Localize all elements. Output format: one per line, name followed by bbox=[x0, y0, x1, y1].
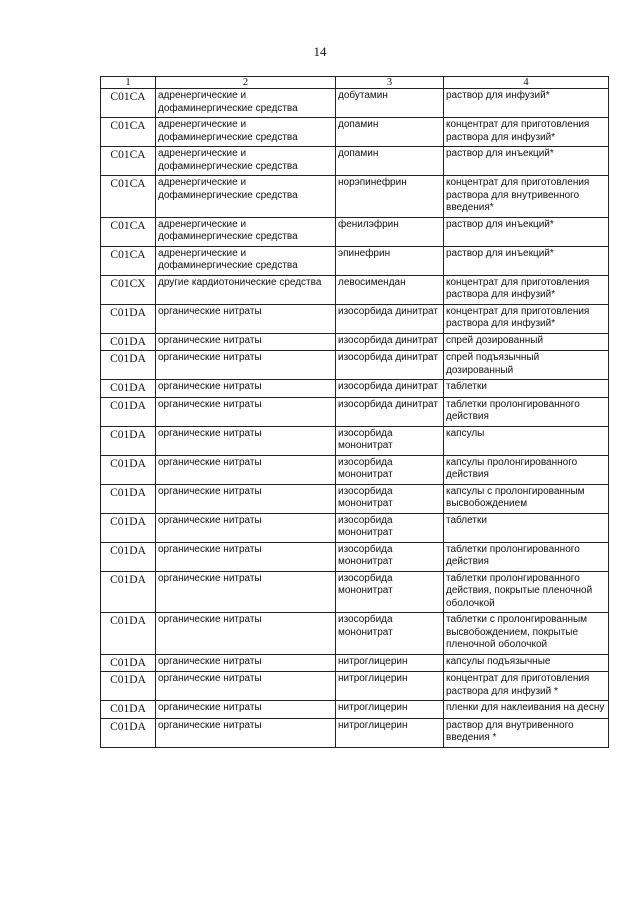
drug-table bbox=[100, 76, 609, 748]
drug-name-cell: изосорбида мононитрат bbox=[336, 513, 444, 542]
dosage-form-cell: раствор для инъекций* bbox=[444, 147, 609, 176]
drug-name-cell: фенилэфрин bbox=[336, 217, 444, 246]
drug-name-cell: изосорбида мононитрат bbox=[336, 484, 444, 513]
column-header-1: 1 bbox=[101, 77, 156, 89]
drug-class-cell: органические нитраты bbox=[156, 426, 336, 455]
dosage-form-cell: таблетки пролонгированного действия, покрытые пленочной оболочкой bbox=[444, 571, 609, 613]
dosage-form-cell: раствор для инъекций* bbox=[444, 217, 609, 246]
dosage-form-cell: капсулы с пролонгированным высвобождением bbox=[444, 484, 609, 513]
table-row bbox=[101, 701, 609, 719]
atc-code-cell: C01DA bbox=[101, 654, 156, 672]
atc-code-cell: C01DA bbox=[101, 455, 156, 484]
drug-class-cell: органические нитраты bbox=[156, 542, 336, 571]
atc-code-cell: C01DA bbox=[101, 397, 156, 426]
drug-class-cell: органические нитраты bbox=[156, 571, 336, 613]
atc-code-cell: C01DA bbox=[101, 484, 156, 513]
drug-name-cell: добутамин bbox=[336, 89, 444, 118]
dosage-form-cell: таблетки пролонгированного действия bbox=[444, 542, 609, 571]
dosage-form-cell: раствор для инфузий* bbox=[444, 89, 609, 118]
drug-name-cell: изосорбида мононитрат bbox=[336, 455, 444, 484]
drug-class-cell: адренергические и дофаминергические средства bbox=[156, 147, 336, 176]
table-row bbox=[101, 455, 609, 484]
table-row bbox=[101, 380, 609, 398]
dosage-form-cell: таблетки bbox=[444, 380, 609, 398]
dosage-form-cell: пленки для наклеивания на десну bbox=[444, 701, 609, 719]
atc-code-cell: C01DA bbox=[101, 701, 156, 719]
page-number: 14 bbox=[313, 44, 327, 59]
drug-name-cell: изосорбида динитрат bbox=[336, 351, 444, 380]
drug-class-cell: другие кардиотонические средства bbox=[156, 275, 336, 304]
table-row bbox=[101, 304, 609, 333]
drug-name-cell: эпинефрин bbox=[336, 246, 444, 275]
drug-name-cell: допамин bbox=[336, 147, 444, 176]
table-row bbox=[101, 333, 609, 351]
drug-class-cell: органические нитраты bbox=[156, 351, 336, 380]
drug-name-cell: изосорбида мононитрат bbox=[336, 542, 444, 571]
table-row bbox=[101, 118, 609, 147]
atc-code-cell: C01CX bbox=[101, 275, 156, 304]
table-body bbox=[101, 89, 609, 748]
dosage-form-cell: таблетки с пролонгированным высвобождением, покрытые пленочной оболочкой bbox=[444, 613, 609, 655]
drug-class-cell: органические нитраты bbox=[156, 333, 336, 351]
table-row bbox=[101, 397, 609, 426]
drug-name-cell: изосорбида динитрат bbox=[336, 397, 444, 426]
table-row bbox=[101, 484, 609, 513]
dosage-form-cell: капсулы пролонгированного действия bbox=[444, 455, 609, 484]
table-row bbox=[101, 672, 609, 701]
atc-code-cell: C01DA bbox=[101, 351, 156, 380]
drug-class-cell: органические нитраты bbox=[156, 397, 336, 426]
drug-name-cell: норэпинефрин bbox=[336, 176, 444, 218]
dosage-form-cell: концентрат для приготовления раствора для инфузий* bbox=[444, 275, 609, 304]
drug-class-cell: органические нитраты bbox=[156, 672, 336, 701]
dosage-form-cell: спрей подъязычный дозированный bbox=[444, 351, 609, 380]
column-header-4: 4 bbox=[444, 77, 609, 89]
dosage-form-cell: концентрат для приготовления раствора для инфузий* bbox=[444, 118, 609, 147]
drug-class-cell: органические нитраты bbox=[156, 513, 336, 542]
atc-code-cell: C01CA bbox=[101, 176, 156, 218]
atc-code-cell: C01DA bbox=[101, 613, 156, 655]
table-row bbox=[101, 426, 609, 455]
dosage-form-cell: спрей дозированный bbox=[444, 333, 609, 351]
atc-code-cell: C01DA bbox=[101, 571, 156, 613]
drug-name-cell: нитроглицерин bbox=[336, 672, 444, 701]
table-row bbox=[101, 275, 609, 304]
drug-class-cell: органические нитраты bbox=[156, 484, 336, 513]
dosage-form-cell: концентрат для приготовления раствора для внутривенного введения* bbox=[444, 176, 609, 218]
atc-code-cell: C01DA bbox=[101, 718, 156, 747]
table-header-row bbox=[101, 77, 609, 89]
drug-name-cell: изосорбида мононитрат bbox=[336, 571, 444, 613]
drug-name-cell: изосорбида мононитрат bbox=[336, 426, 444, 455]
drug-name-cell: изосорбида динитрат bbox=[336, 333, 444, 351]
table-row bbox=[101, 246, 609, 275]
table-row bbox=[101, 542, 609, 571]
drug-class-cell: адренергические и дофаминергические средства bbox=[156, 89, 336, 118]
drug-class-cell: адренергические и дофаминергические средства bbox=[156, 246, 336, 275]
atc-code-cell: C01DA bbox=[101, 426, 156, 455]
drug-class-cell: адренергические и дофаминергические средства bbox=[156, 176, 336, 218]
table-row bbox=[101, 147, 609, 176]
table-row bbox=[101, 718, 609, 747]
drug-class-cell: органические нитраты bbox=[156, 654, 336, 672]
atc-code-cell: C01CA bbox=[101, 217, 156, 246]
dosage-form-cell: концентрат для приготовления раствора для инфузий* bbox=[444, 304, 609, 333]
atc-code-cell: C01DA bbox=[101, 304, 156, 333]
dosage-form-cell: капсулы подъязычные bbox=[444, 654, 609, 672]
table-row bbox=[101, 176, 609, 218]
drug-name-cell: нитроглицерин bbox=[336, 654, 444, 672]
dosage-form-cell: капсулы bbox=[444, 426, 609, 455]
atc-code-cell: C01CA bbox=[101, 89, 156, 118]
atc-code-cell: C01DA bbox=[101, 542, 156, 571]
drug-name-cell: левосимендан bbox=[336, 275, 444, 304]
table-row bbox=[101, 654, 609, 672]
drug-class-cell: адренергические и дофаминергические средства bbox=[156, 118, 336, 147]
drug-class-cell: адренергические и дофаминергические средства bbox=[156, 217, 336, 246]
drug-class-cell: органические нитраты bbox=[156, 613, 336, 655]
drug-class-cell: органические нитраты bbox=[156, 304, 336, 333]
atc-code-cell: C01CA bbox=[101, 147, 156, 176]
table-row bbox=[101, 613, 609, 655]
drug-class-cell: органические нитраты bbox=[156, 701, 336, 719]
dosage-form-cell: раствор для внутривенного введения * bbox=[444, 718, 609, 747]
drug-class-cell: органические нитраты bbox=[156, 455, 336, 484]
drug-class-cell: органические нитраты bbox=[156, 718, 336, 747]
table-row bbox=[101, 89, 609, 118]
atc-code-cell: C01DA bbox=[101, 672, 156, 701]
atc-code-cell: C01DA bbox=[101, 513, 156, 542]
column-header-3: 3 bbox=[336, 77, 444, 89]
drug-name-cell: изосорбида динитрат bbox=[336, 380, 444, 398]
atc-code-cell: C01CA bbox=[101, 246, 156, 275]
drug-name-cell: нитроглицерин bbox=[336, 718, 444, 747]
drug-name-cell: изосорбида динитрат bbox=[336, 304, 444, 333]
dosage-form-cell: концентрат для приготовления раствора для инфузий * bbox=[444, 672, 609, 701]
dosage-form-cell: таблетки пролонгированного действия bbox=[444, 397, 609, 426]
drug-name-cell: изосорбида мононитрат bbox=[336, 613, 444, 655]
atc-code-cell: C01DA bbox=[101, 380, 156, 398]
table-row bbox=[101, 217, 609, 246]
drug-name-cell: допамин bbox=[336, 118, 444, 147]
column-header-2: 2 bbox=[156, 77, 336, 89]
table-row bbox=[101, 513, 609, 542]
drug-class-cell: органические нитраты bbox=[156, 380, 336, 398]
table-row bbox=[101, 571, 609, 613]
drug-name-cell: нитроглицерин bbox=[336, 701, 444, 719]
table-row bbox=[101, 351, 609, 380]
atc-code-cell: C01DA bbox=[101, 333, 156, 351]
atc-code-cell: C01CA bbox=[101, 118, 156, 147]
dosage-form-cell: раствор для инъекций* bbox=[444, 246, 609, 275]
dosage-form-cell: таблетки bbox=[444, 513, 609, 542]
